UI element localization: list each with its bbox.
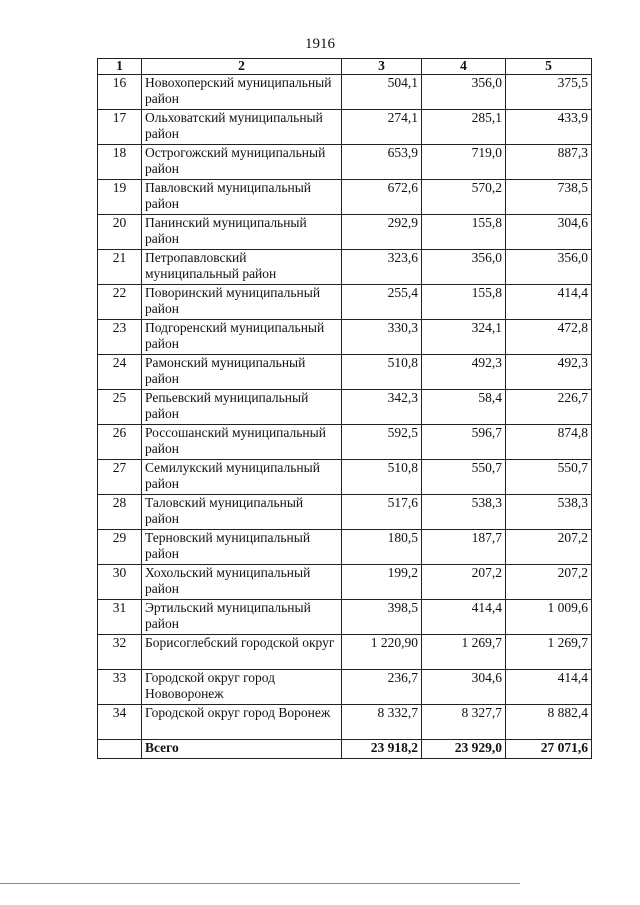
row-name: Панинский муниципальный район — [142, 215, 342, 250]
row-col3: 653,9 — [342, 145, 422, 180]
row-col4: 187,7 — [422, 530, 506, 565]
table-row — [98, 635, 592, 670]
row-name: Эртильский муниципальный район — [142, 600, 342, 635]
table-row — [98, 670, 592, 705]
row-number: 33 — [98, 670, 142, 705]
row-col3: 255,4 — [342, 285, 422, 320]
row-name: Хохольский муниципальный район — [142, 565, 342, 600]
row-col4: 356,0 — [422, 75, 506, 110]
row-col5: 207,2 — [506, 565, 592, 600]
row-number: 20 — [98, 215, 142, 250]
total-col5: 27 071,6 — [506, 740, 592, 759]
row-col4: 285,1 — [422, 110, 506, 145]
table-row — [98, 285, 592, 320]
row-col3: 323,6 — [342, 250, 422, 285]
row-number: 29 — [98, 530, 142, 565]
row-name: Рамонский муниципальный район — [142, 355, 342, 390]
row-number: 17 — [98, 110, 142, 145]
row-col5: 492,3 — [506, 355, 592, 390]
row-name: Таловский муниципальный район — [142, 495, 342, 530]
row-col4: 550,7 — [422, 460, 506, 495]
row-col3: 1 220,90 — [342, 635, 422, 670]
row-col4: 356,0 — [422, 250, 506, 285]
row-col4: 155,8 — [422, 285, 506, 320]
row-number: 19 — [98, 180, 142, 215]
total-col3: 23 918,2 — [342, 740, 422, 759]
header-row — [98, 59, 592, 75]
row-name: Терновский муниципальный район — [142, 530, 342, 565]
row-col3: 510,8 — [342, 355, 422, 390]
row-col4: 538,3 — [422, 495, 506, 530]
table-row — [98, 250, 592, 285]
row-number: 25 — [98, 390, 142, 425]
total-row — [98, 740, 592, 759]
table-row — [98, 355, 592, 390]
table-row — [98, 75, 592, 110]
budget-table — [97, 58, 592, 759]
row-col5: 226,7 — [506, 390, 592, 425]
row-number: 27 — [98, 460, 142, 495]
row-name: Петропавловский муниципальный район — [142, 250, 342, 285]
row-col3: 292,9 — [342, 215, 422, 250]
table-row — [98, 145, 592, 180]
row-number: 24 — [98, 355, 142, 390]
row-number: 31 — [98, 600, 142, 635]
row-name: Острогожский муниципальный район — [142, 145, 342, 180]
table-row — [98, 460, 592, 495]
row-col4: 414,4 — [422, 600, 506, 635]
row-col4: 207,2 — [422, 565, 506, 600]
row-col3: 236,7 — [342, 670, 422, 705]
row-number: 22 — [98, 285, 142, 320]
row-name: Новохоперский муниципальный район — [142, 75, 342, 110]
row-name: Павловский муниципальный район — [142, 180, 342, 215]
row-name: Ольховатский муниципальный район — [142, 110, 342, 145]
row-number: 26 — [98, 425, 142, 460]
row-col5: 874,8 — [506, 425, 592, 460]
total-label: Всего — [142, 740, 342, 759]
row-col5: 538,3 — [506, 495, 592, 530]
row-number: 30 — [98, 565, 142, 600]
row-name: Репьевский муниципальный район — [142, 390, 342, 425]
footer-divider — [0, 883, 520, 884]
row-col3: 504,1 — [342, 75, 422, 110]
row-col5: 472,8 — [506, 320, 592, 355]
header-cell-1: 1 — [98, 59, 142, 75]
row-col5: 304,6 — [506, 215, 592, 250]
row-name: Поворинский муниципальный район — [142, 285, 342, 320]
row-col4: 324,1 — [422, 320, 506, 355]
table-row — [98, 600, 592, 635]
table-row — [98, 320, 592, 355]
row-col3: 8 332,7 — [342, 705, 422, 740]
row-col3: 180,5 — [342, 530, 422, 565]
row-col5: 550,7 — [506, 460, 592, 495]
header-cell-2: 2 — [142, 59, 342, 75]
row-col5: 8 882,4 — [506, 705, 592, 740]
row-number: 16 — [98, 75, 142, 110]
row-col5: 738,5 — [506, 180, 592, 215]
page-number: 1916 — [305, 36, 335, 52]
table-row — [98, 425, 592, 460]
row-col3: 517,6 — [342, 495, 422, 530]
header-cell-5: 5 — [506, 59, 592, 75]
table-row — [98, 565, 592, 600]
row-col4: 304,6 — [422, 670, 506, 705]
table-row — [98, 495, 592, 530]
row-col4: 492,3 — [422, 355, 506, 390]
table-body — [98, 75, 592, 759]
header-cell-4: 4 — [422, 59, 506, 75]
row-col4: 8 327,7 — [422, 705, 506, 740]
row-col3: 199,2 — [342, 565, 422, 600]
row-col5: 887,3 — [506, 145, 592, 180]
row-col3: 592,5 — [342, 425, 422, 460]
row-col4: 155,8 — [422, 215, 506, 250]
row-number: 18 — [98, 145, 142, 180]
row-col4: 719,0 — [422, 145, 506, 180]
table-row — [98, 215, 592, 250]
row-col3: 330,3 — [342, 320, 422, 355]
row-col5: 1 009,6 — [506, 600, 592, 635]
table-row — [98, 705, 592, 740]
row-col5: 1 269,7 — [506, 635, 592, 670]
table-row — [98, 180, 592, 215]
total-col4: 23 929,0 — [422, 740, 506, 759]
row-col5: 414,4 — [506, 285, 592, 320]
row-col4: 58,4 — [422, 390, 506, 425]
row-name: Семилукский муниципальный район — [142, 460, 342, 495]
row-name: Городской округ город Воронеж — [142, 705, 342, 740]
row-number: 21 — [98, 250, 142, 285]
row-col5: 207,2 — [506, 530, 592, 565]
row-col3: 274,1 — [342, 110, 422, 145]
total-num-cell — [98, 740, 142, 759]
row-col5: 356,0 — [506, 250, 592, 285]
row-name: Городской округ город Нововоронеж — [142, 670, 342, 705]
row-col3: 672,6 — [342, 180, 422, 215]
table-row — [98, 390, 592, 425]
row-col4: 570,2 — [422, 180, 506, 215]
row-col5: 433,9 — [506, 110, 592, 145]
row-col5: 414,4 — [506, 670, 592, 705]
row-number: 28 — [98, 495, 142, 530]
row-number: 23 — [98, 320, 142, 355]
row-name: Борисоглебский городской округ — [142, 635, 342, 670]
row-col4: 596,7 — [422, 425, 506, 460]
row-name: Россошанский муниципальный район — [142, 425, 342, 460]
table-row — [98, 530, 592, 565]
table-row — [98, 110, 592, 145]
row-number: 32 — [98, 635, 142, 670]
row-col5: 375,5 — [506, 75, 592, 110]
row-col3: 510,8 — [342, 460, 422, 495]
row-name: Подгоренский муниципальный район — [142, 320, 342, 355]
row-number: 34 — [98, 705, 142, 740]
row-col4: 1 269,7 — [422, 635, 506, 670]
row-col3: 398,5 — [342, 600, 422, 635]
row-col3: 342,3 — [342, 390, 422, 425]
header-cell-3: 3 — [342, 59, 422, 75]
